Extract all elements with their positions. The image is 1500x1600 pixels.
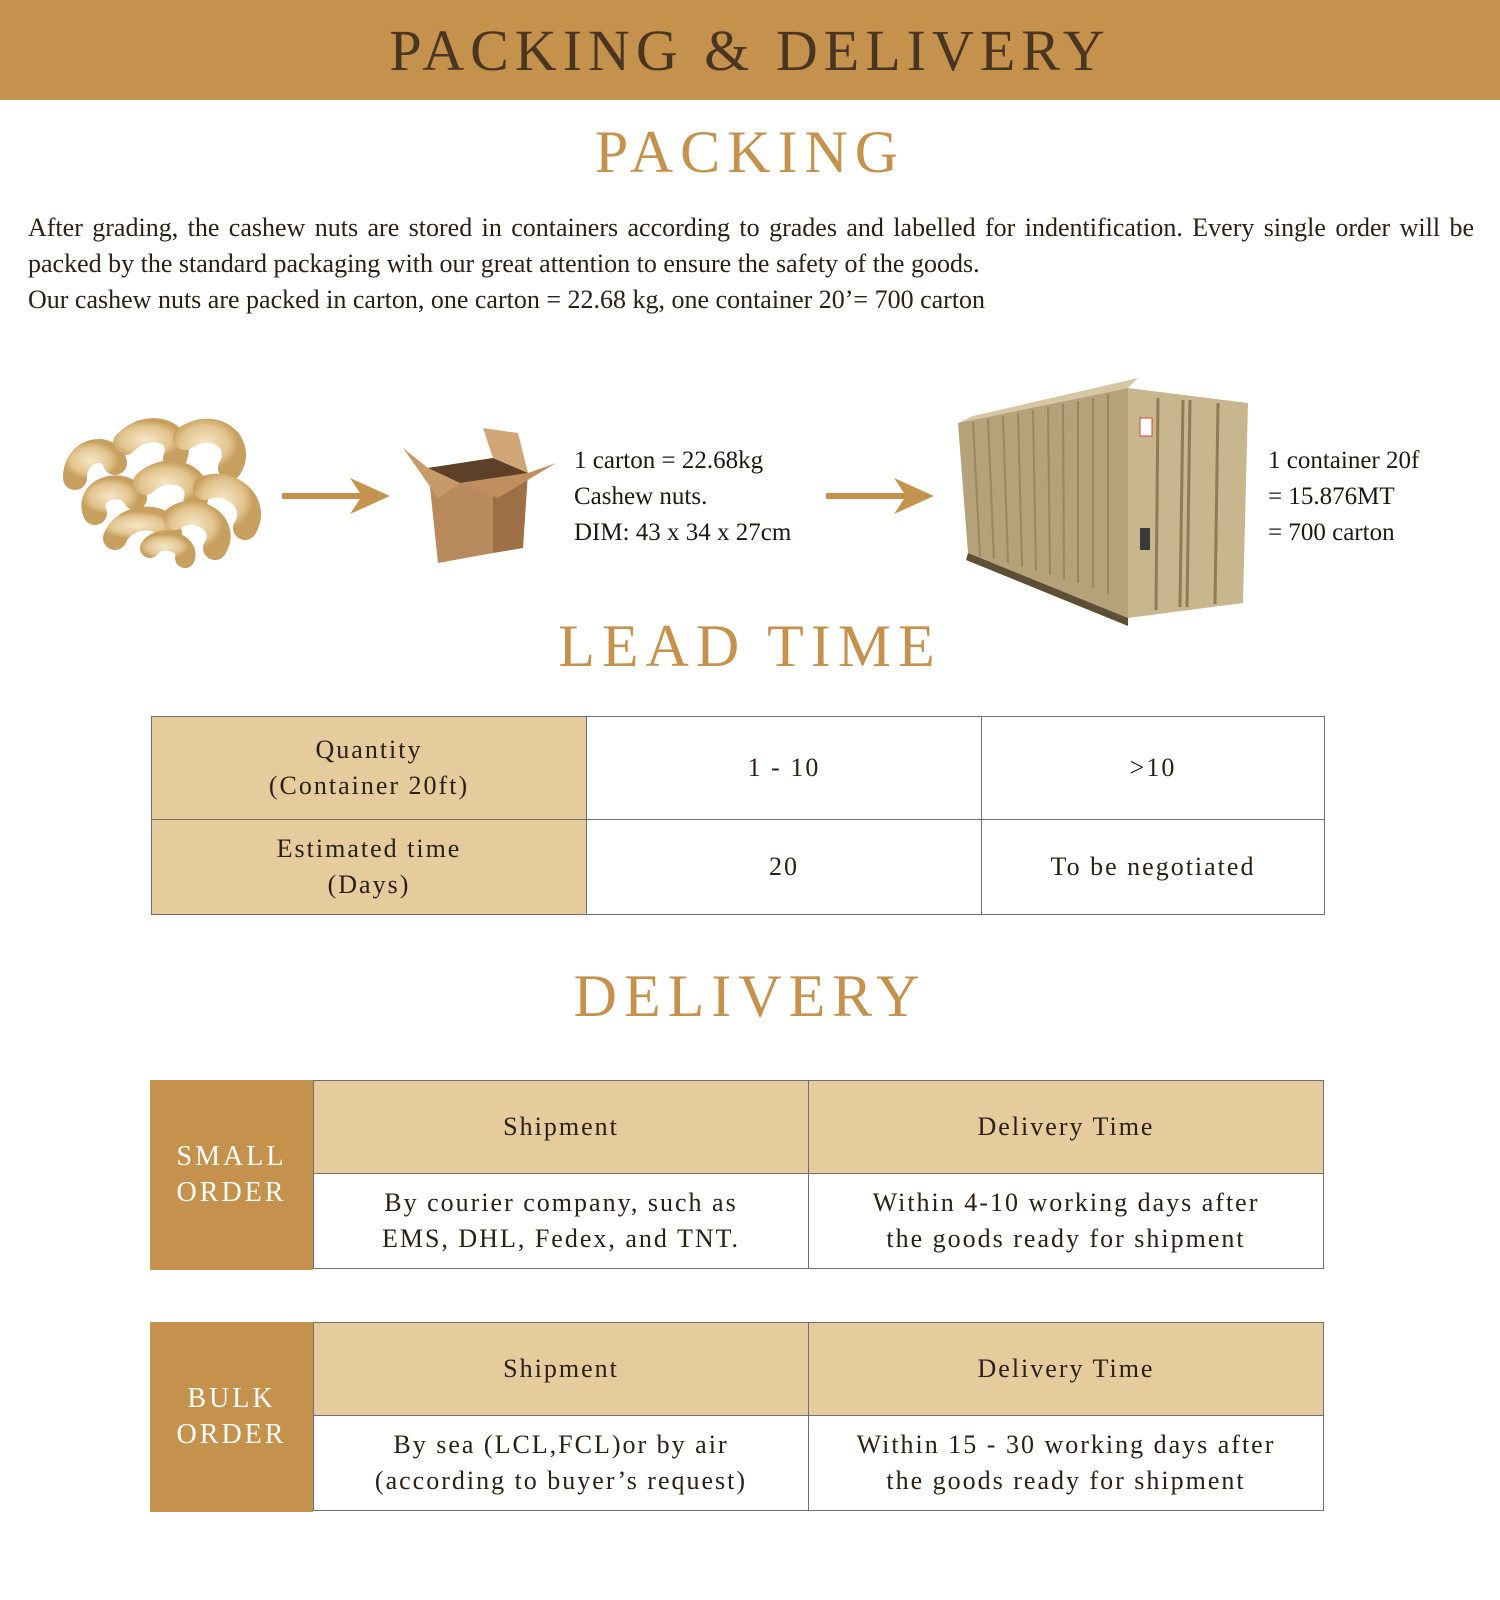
shipment-value [314, 1174, 809, 1269]
label-line: ORDER [176, 1419, 287, 1450]
label-line: BULK [187, 1383, 276, 1414]
estimated-days-small: 20 [587, 820, 982, 915]
carton-dimensions: DIM: 43 x 34 x 27cm [574, 519, 792, 546]
small-order-table [313, 1080, 1324, 1269]
quantity-range-small: 1 - 10 [587, 717, 982, 820]
carton-weight: 1 carton = 22.68kg [574, 447, 764, 474]
packing-description [28, 210, 1474, 318]
table-row [314, 1174, 1324, 1269]
cell-line: Within 15 - 30 working days after [856, 1430, 1276, 1459]
cell-line: By sea (LCL,FCL)or by air [393, 1430, 729, 1459]
shipment-header: Shipment [314, 1323, 809, 1416]
table-row [314, 1081, 1324, 1174]
delivery-time-value [809, 1416, 1324, 1511]
shipment-value [314, 1416, 809, 1511]
header-line: (Days) [327, 870, 411, 899]
packing-paragraph-carton: Our cashew nuts are packed in carton, one carton = 22.68 kg, one container 20’= 700 carton [28, 285, 986, 314]
label-line: SMALL [176, 1141, 287, 1172]
arrow-right-icon [282, 476, 392, 516]
table-row [314, 1416, 1324, 1511]
container-cartons: = 700 carton [1268, 519, 1395, 546]
carton-box-image [398, 428, 558, 568]
cell-line: Within 4-10 working days after [872, 1188, 1260, 1217]
delivery-time-header: Delivery Time [809, 1323, 1324, 1416]
container-weight: = 15.876MT [1268, 483, 1395, 510]
shipment-header: Shipment [314, 1081, 809, 1174]
header-line: (Container 20ft) [268, 771, 470, 800]
arrow-right-icon [826, 476, 936, 516]
cell-line: the goods ready for shipment [886, 1466, 1246, 1495]
container-specs [1268, 443, 1419, 551]
table-row [314, 1323, 1324, 1416]
container-size: 1 container 20f [1268, 447, 1420, 474]
estimated-time-header [152, 820, 587, 915]
cell-line: By courier company, such as [384, 1188, 738, 1217]
quantity-header [152, 717, 587, 820]
lead-time-title: LEAD TIME [558, 613, 942, 679]
cell-line: (according to buyer’s request) [374, 1466, 748, 1495]
cell-line: the goods ready for shipment [886, 1224, 1246, 1253]
delivery-title: DELIVERY [573, 963, 927, 1029]
small-order-label [150, 1080, 313, 1270]
header-line: Quantity [315, 735, 423, 764]
estimated-days-large: To be negotiated [982, 820, 1325, 915]
small-order-block [150, 1080, 1324, 1270]
cashew-nuts-image [55, 408, 275, 568]
page-title: PACKING & DELIVERY [389, 17, 1111, 83]
label-line: ORDER [176, 1177, 287, 1208]
packing-paragraph: After grading, the cashew nuts are stored in containers according to grades and labelled for indentification. Every single order will be packed by the standard packaging with our great attention to ensure the safety of the goods. [28, 213, 1474, 278]
delivery-time-value [809, 1174, 1324, 1269]
packing-title: PACKING [594, 119, 906, 185]
header-line: Estimated time [276, 834, 462, 863]
carton-content: Cashew nuts. [574, 483, 708, 510]
delivery-time-header: Delivery Time [809, 1081, 1324, 1174]
bulk-order-label [150, 1322, 313, 1512]
bulk-order-table [313, 1322, 1324, 1511]
table-row [152, 820, 1325, 915]
quantity-range-large: >10 [982, 717, 1325, 820]
table-row [152, 717, 1325, 820]
bulk-order-block [150, 1322, 1324, 1512]
cell-line: EMS, DHL, Fedex, and TNT. [381, 1224, 741, 1253]
carton-specs [574, 443, 791, 551]
lead-time-table [151, 716, 1325, 915]
header-banner [0, 0, 1500, 100]
shipping-container-image [958, 378, 1258, 628]
